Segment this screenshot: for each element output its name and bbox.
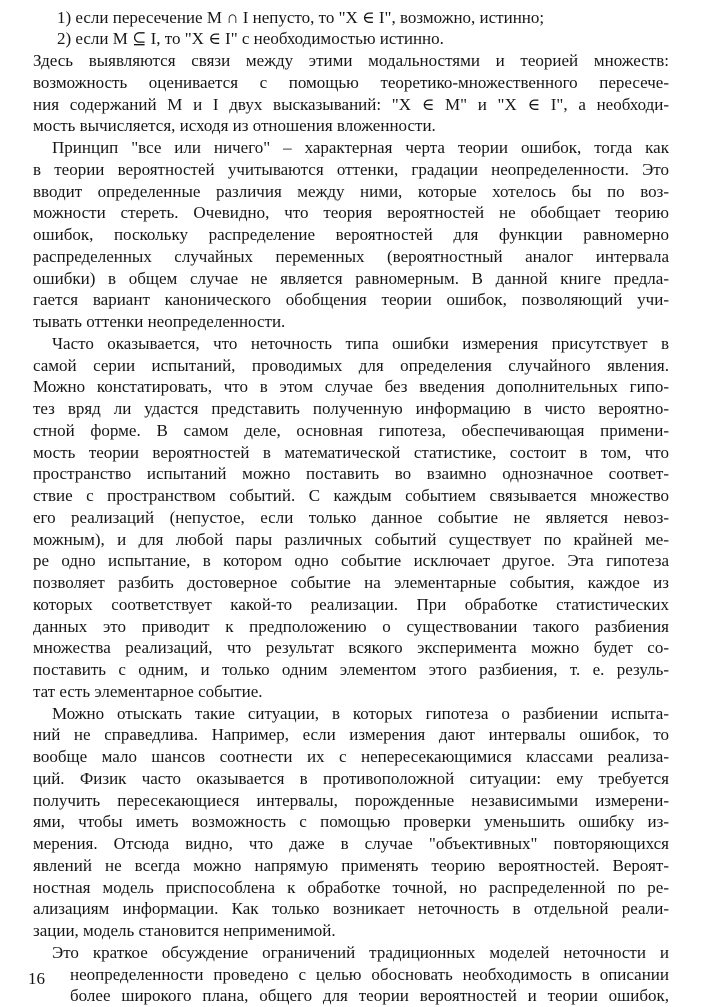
text-line: множества реализаций, что результат всякого эксперимента можно будет со-	[33, 638, 669, 658]
text-line: мерения. Отсюда видно, что даже в случае "объективных" повторяющихся	[33, 834, 669, 853]
text-line: можным), и для любой пары различных событий существует по крайней ме-	[33, 529, 669, 549]
text-line: получить пересекающиеся интервалы, порожденные независимыми измерени-	[33, 790, 669, 810]
text-line: ния содержаний M и I двух высказываний: "X ∈ M" и "X ∈ I", а необходи-	[33, 94, 669, 114]
text-line: гается вариант канонического обобщения теории ошибок, позволяющий учи-	[33, 290, 669, 310]
text-line: ями, чтобы иметь возможность с помощью проверки уменьшить ошибку из-	[33, 812, 669, 832]
text-line: самой серии испытаний, проводимых для определения случайного явления.	[33, 355, 669, 375]
text-line: ре одно испытание, в котором одно событие исключает другое. Эта гипотеза	[33, 551, 669, 571]
text-line: неопределенности проведено с целью обосновать необходимость в описании	[70, 964, 669, 984]
text-line: Можно отыскать такие ситуации, в которых гипотеза о разбиении испыта-	[52, 703, 669, 723]
text-line: мость теории вероятностей в математической статистике, состоит в том, что	[33, 442, 669, 462]
text-line: ствие с пространством событий. С каждым событием связывается множество	[33, 486, 669, 505]
text-line: ошибок, поскольку распределение вероятностей для функции равномерно	[33, 225, 669, 244]
list-item-2: 2) если M ⊆ I, то "X ∈ I" с необходимостью истинно.	[57, 29, 444, 48]
text-line: Часто оказывается, что неточность типа ошибки измерения присутствует в	[52, 333, 669, 353]
list-item-1: 1) если пересечение M ∩ I непусто, то "X ∈ I", возможно, истинно;	[57, 8, 545, 27]
text-line: распределенных случайных переменных (вероятностный аналог интервала	[33, 246, 669, 266]
text-line: Это краткое обсуждение ограничений традиционных моделей неточности и	[52, 942, 669, 962]
text-line: ций. Физик часто оказывается в противоположной ситуации: ему требуется	[33, 768, 669, 788]
text-line: тат есть элементарное событие.	[33, 681, 263, 701]
text-line: тывать оттенки неопределенности.	[33, 312, 286, 331]
text-line: можности стереть. Очевидно, что теория вероятностей не обобщает теорию	[33, 203, 669, 223]
text-line: Можно констатировать, что в этом случае без введения дополнительных гипо-	[33, 377, 669, 397]
text-line: тез вряд ли удастся представить полученную информацию в чисто вероятно-	[33, 399, 669, 418]
text-line: пространство испытаний можно поставить во взаимно однозначное соответ-	[33, 464, 669, 484]
text-line: ний не справедлива. Например, если измерения дают интервалы ошибок, то	[33, 725, 669, 745]
text-line: Здесь выявляются связи между этими модальностями и теорией множеств:	[33, 51, 669, 70]
text-line: возможность оценивается с помощью теоретико-множественного пересече-	[33, 72, 669, 92]
text-line: позволяет разбить достоверное событие на элементарные события, каждое из	[33, 573, 669, 592]
text-line: зации, модель становится неприменимой.	[33, 921, 336, 940]
text-line: явлений не всегда можно напрямую применять теорию вероятностей. Вероят-	[33, 855, 669, 875]
text-line: мость вычисляется, исходя из отношения вложенности.	[33, 116, 436, 136]
text-line: его реализаций (непустое, если только данное событие не является невоз-	[33, 507, 669, 527]
text-line: более широкого плана, общего для теории вероятностей и теории ошибок,	[70, 986, 669, 1006]
text-line: ализациям информации. Как только возникает неточность в отдельной реали-	[33, 899, 669, 919]
text-line: ошибки) в общем случае не является равномерным. В данной книге предла-	[33, 268, 669, 288]
text-line: данных это приводит к предположению о существовании такого разбиения	[33, 616, 669, 636]
text-line: вообще мало шансов соотнести их с непересекающимися классами реализа-	[33, 747, 669, 766]
text-line: Принцип "все или ничего" – характерная черта теории ошибок, тогда как	[52, 138, 669, 157]
text-line: поставить с одним, и только одним элементом этого разбиения, т. е. резуль-	[33, 660, 669, 679]
text-line: которых соответствует какой-то реализации. При обработке статистических	[33, 594, 669, 614]
page-number: 16	[28, 969, 45, 988]
text-line: в теории вероятностей учитываются оттенки, градации неопределенности. Это	[33, 159, 669, 179]
text-line: стной форме. В самом деле, основная гипотеза, обеспечивающая примени-	[33, 420, 669, 440]
text-line: ностная модель приспособлена к обработке точной, но распределенной по ре-	[33, 877, 669, 897]
text-line: вводит определенные различия между ними, которые хотелось бы по воз-	[33, 181, 669, 201]
